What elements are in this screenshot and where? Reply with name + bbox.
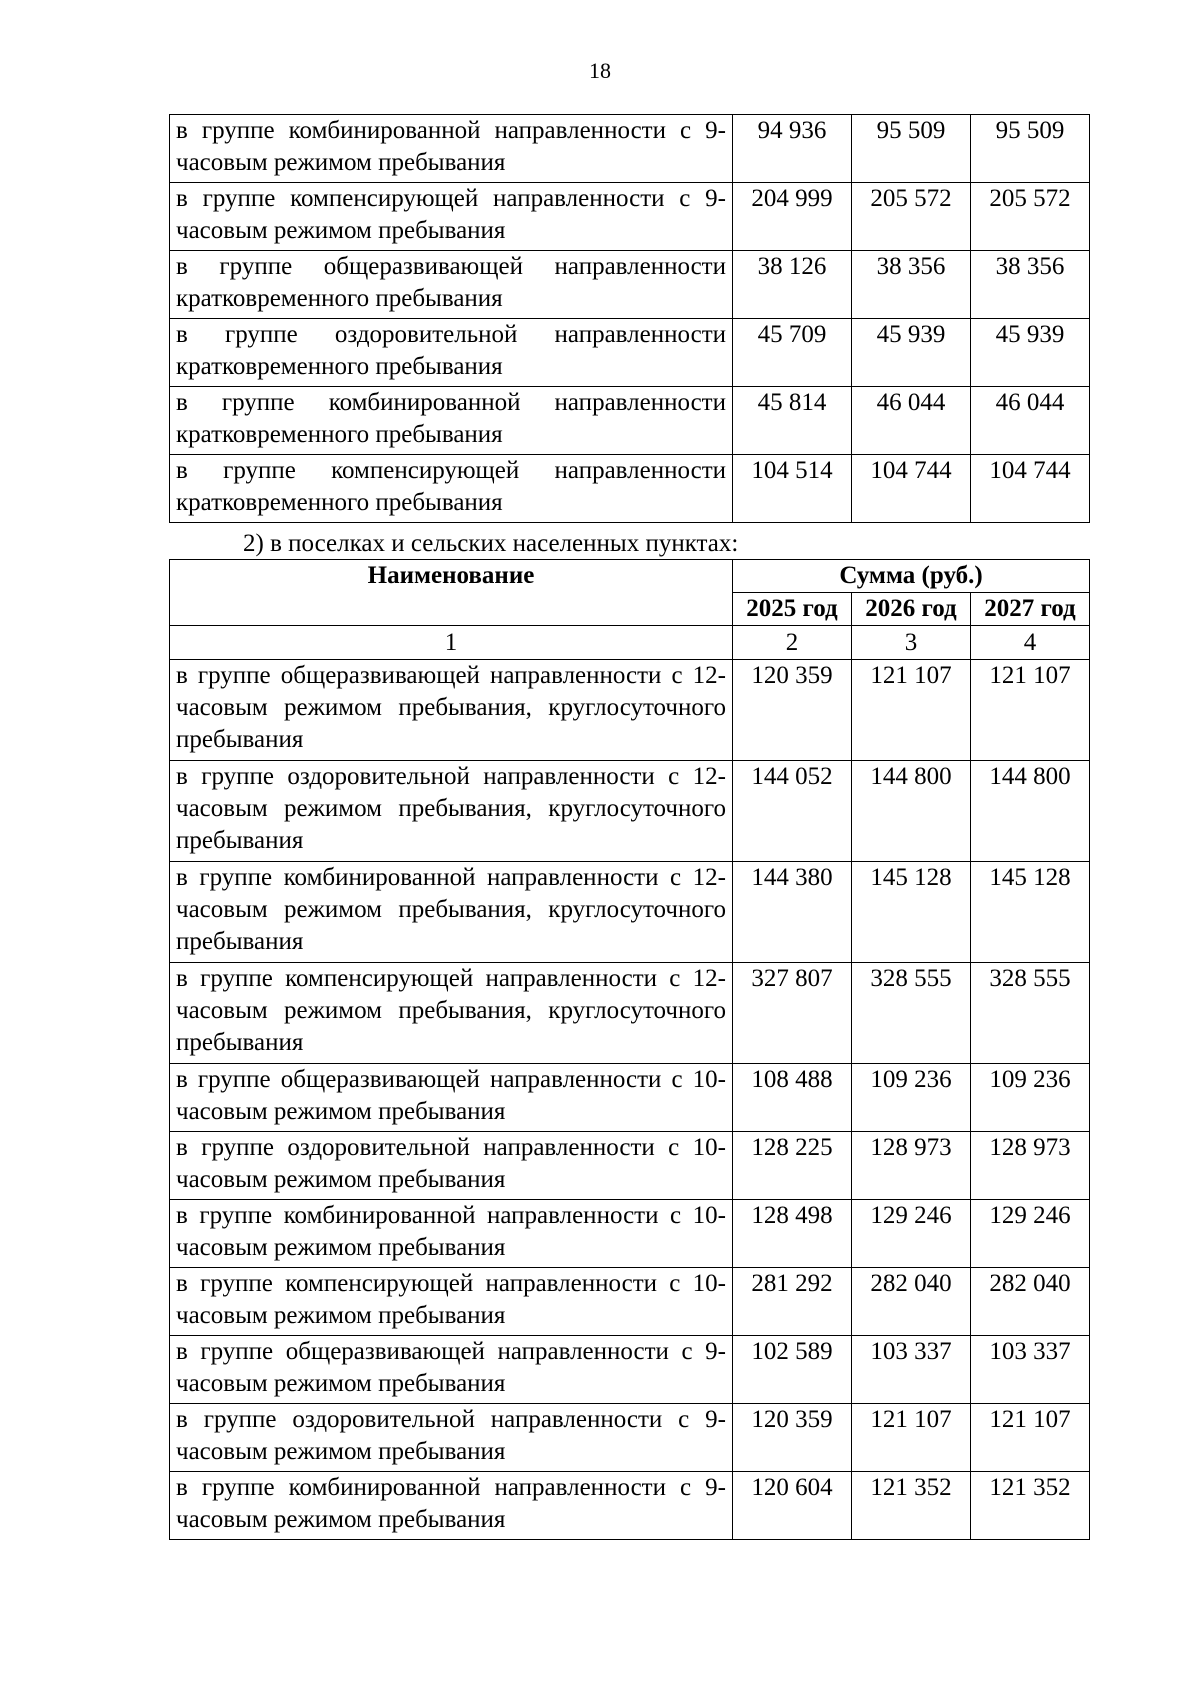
row-name: в группе общеразвивающей направленности с 12-часовым режимом пребывания, круглосуточного пребывания xyxy=(170,660,733,761)
row-name: в группе компенсирующей направленности с 10-часовым режимом пребывания xyxy=(170,1268,733,1336)
table-row xyxy=(170,1268,1090,1336)
value-2026: 104 744 xyxy=(852,455,971,523)
value-2027: 121 107 xyxy=(971,1404,1090,1472)
value-2026: 205 572 xyxy=(852,183,971,251)
value-2027: 95 509 xyxy=(971,115,1090,183)
value-2025: 281 292 xyxy=(733,1268,852,1336)
column-number: 2 xyxy=(733,626,852,660)
value-2027: 103 337 xyxy=(971,1336,1090,1404)
header-row xyxy=(170,560,1090,593)
value-2027: 121 352 xyxy=(971,1472,1090,1540)
value-2026: 38 356 xyxy=(852,251,971,319)
column-number-row xyxy=(170,626,1090,660)
table-row xyxy=(170,1336,1090,1404)
row-name: в группе общеразвивающей направленности с 9-часовым режимом пребывания xyxy=(170,1336,733,1404)
value-2025: 128 498 xyxy=(733,1200,852,1268)
column-number: 3 xyxy=(852,626,971,660)
table-row xyxy=(170,1064,1090,1132)
value-2025: 45 814 xyxy=(733,387,852,455)
value-2025: 144 052 xyxy=(733,761,852,862)
value-2025: 94 936 xyxy=(733,115,852,183)
header-name: Наименование xyxy=(170,560,733,626)
value-2027: 129 246 xyxy=(971,1200,1090,1268)
value-2025: 102 589 xyxy=(733,1336,852,1404)
row-name: в группе оздоровительной направленности с 10-часовым режимом пребывания xyxy=(170,1132,733,1200)
value-2027: 45 939 xyxy=(971,319,1090,387)
table-row xyxy=(170,455,1090,523)
header-sum: Сумма (руб.) xyxy=(733,560,1090,593)
value-2025: 120 359 xyxy=(733,660,852,761)
value-2026: 282 040 xyxy=(852,1268,971,1336)
value-2027: 128 973 xyxy=(971,1132,1090,1200)
table-row xyxy=(170,1132,1090,1200)
table-row xyxy=(170,1404,1090,1472)
value-2025: 128 225 xyxy=(733,1132,852,1200)
row-name: в группе компенсирующей направленности кратковременного пребывания xyxy=(170,455,733,523)
row-name: в группе компенсирующей направленности с 12-часовым режимом пребывания, круглосуточного пребывания xyxy=(170,963,733,1064)
value-2026: 121 107 xyxy=(852,660,971,761)
cost-table-settlements xyxy=(169,559,1090,1540)
row-name: в группе комбинированной направленности с 9-часовым режимом пребывания xyxy=(170,1472,733,1540)
table-row xyxy=(170,963,1090,1064)
value-2026: 109 236 xyxy=(852,1064,971,1132)
value-2026: 121 107 xyxy=(852,1404,971,1472)
value-2026: 46 044 xyxy=(852,387,971,455)
value-2027: 145 128 xyxy=(971,862,1090,963)
row-name: в группе комбинированной направленности кратковременного пребывания xyxy=(170,387,733,455)
column-number: 4 xyxy=(971,626,1090,660)
value-2025: 45 709 xyxy=(733,319,852,387)
header-year-2026: 2026 год xyxy=(852,593,971,626)
value-2025: 108 488 xyxy=(733,1064,852,1132)
row-name: в группе комбинированной направленности с 10-часовым режимом пребывания xyxy=(170,1200,733,1268)
table-row xyxy=(170,251,1090,319)
row-name: в группе компенсирующей направленности с 9-часовым режимом пребывания xyxy=(170,183,733,251)
value-2026: 328 555 xyxy=(852,963,971,1064)
value-2025: 204 999 xyxy=(733,183,852,251)
table-row xyxy=(170,862,1090,963)
row-name: в группе оздоровительной направленности с 9-часовым режимом пребывания xyxy=(170,1404,733,1472)
row-name: в группе комбинированной направленности с 12-часовым режимом пребывания, круглосуточного пребывания xyxy=(170,862,733,963)
row-name: в группе общеразвивающей направленности кратковременного пребывания xyxy=(170,251,733,319)
value-2026: 103 337 xyxy=(852,1336,971,1404)
value-2026: 95 509 xyxy=(852,115,971,183)
value-2026: 129 246 xyxy=(852,1200,971,1268)
value-2027: 46 044 xyxy=(971,387,1090,455)
value-2027: 121 107 xyxy=(971,660,1090,761)
header-year-2027: 2027 год xyxy=(971,593,1090,626)
header-year-2025: 2025 год xyxy=(733,593,852,626)
value-2027: 144 800 xyxy=(971,761,1090,862)
table-row xyxy=(170,387,1090,455)
value-2025: 120 604 xyxy=(733,1472,852,1540)
table-row xyxy=(170,660,1090,761)
value-2027: 109 236 xyxy=(971,1064,1090,1132)
value-2026: 121 352 xyxy=(852,1472,971,1540)
table-row xyxy=(170,761,1090,862)
table-row xyxy=(170,319,1090,387)
value-2027: 38 356 xyxy=(971,251,1090,319)
value-2027: 205 572 xyxy=(971,183,1090,251)
value-2025: 104 514 xyxy=(733,455,852,523)
row-name: в группе комбинированной направленности с 9-часовым режимом пребывания xyxy=(170,115,733,183)
section-caption: 2) в поселках и сельских населенных пунктах: xyxy=(243,530,739,557)
table-row xyxy=(170,183,1090,251)
value-2026: 128 973 xyxy=(852,1132,971,1200)
value-2026: 145 128 xyxy=(852,862,971,963)
page-number: 18 xyxy=(589,58,611,83)
table-row xyxy=(170,1200,1090,1268)
value-2025: 327 807 xyxy=(733,963,852,1064)
row-name: в группе оздоровительной направленности с 12-часовым режимом пребывания, круглосуточного пребывания xyxy=(170,761,733,862)
table-row xyxy=(170,115,1090,183)
table-row xyxy=(170,1472,1090,1540)
value-2027: 104 744 xyxy=(971,455,1090,523)
value-2025: 144 380 xyxy=(733,862,852,963)
cost-table-cities-continued xyxy=(169,114,1090,523)
value-2025: 120 359 xyxy=(733,1404,852,1472)
column-number: 1 xyxy=(170,626,733,660)
value-2025: 38 126 xyxy=(733,251,852,319)
value-2027: 282 040 xyxy=(971,1268,1090,1336)
row-name: в группе оздоровительной направленности кратковременного пребывания xyxy=(170,319,733,387)
value-2026: 45 939 xyxy=(852,319,971,387)
value-2027: 328 555 xyxy=(971,963,1090,1064)
value-2026: 144 800 xyxy=(852,761,971,862)
row-name: в группе общеразвивающей направленности с 10-часовым режимом пребывания xyxy=(170,1064,733,1132)
